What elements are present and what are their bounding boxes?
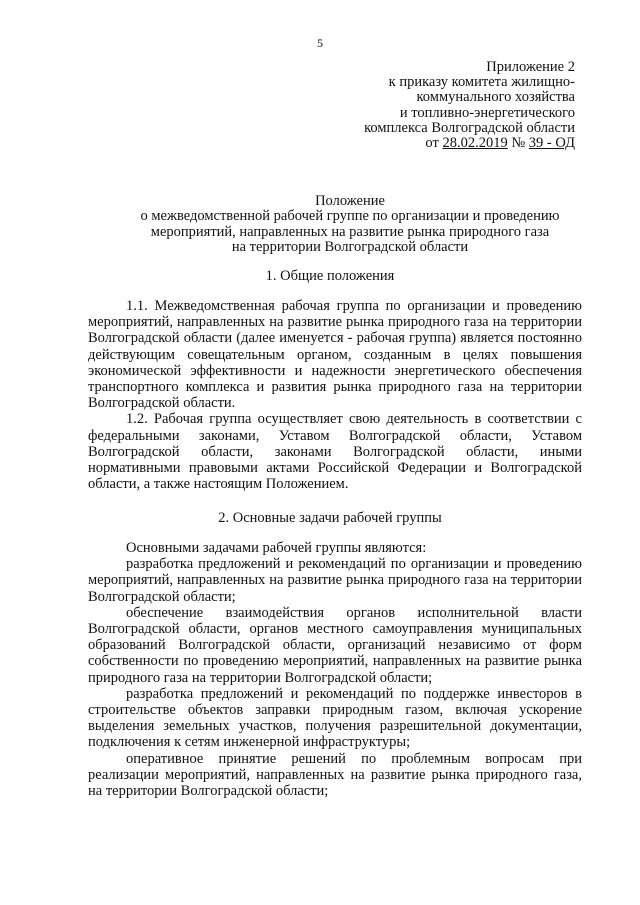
paragraph: 1.2. Рабочая группа осуществляет свою деятельность в соответствии с федеральными законами, Уставом Волгоградской области, Уставом Волгоградской области, законами Волгоградской области, иными нормативными правовыми актами Российской Федерации и Волгоградской области, а также настоящим Положением. bbox=[88, 411, 582, 493]
appendix-line: комплекса Волгоградской области bbox=[364, 119, 575, 136]
section-2-intro: Основными задачами рабочей группы являются: bbox=[126, 540, 427, 556]
page-number: 5 bbox=[317, 36, 323, 50]
title-line: на территории Волгоградской области bbox=[231, 239, 469, 256]
appendix-line: коммунального хозяйства bbox=[416, 89, 575, 106]
appendix-block bbox=[275, 60, 575, 151]
order-date-line bbox=[275, 136, 575, 151]
section-1-body bbox=[88, 298, 582, 492]
appendix-title: Приложение 2 bbox=[486, 59, 575, 75]
appendix-line: и топливно-энергетического bbox=[399, 104, 575, 121]
order-date: 28.02.2019 bbox=[442, 135, 508, 152]
section-2-heading: 2. Основные задачи рабочей группы bbox=[218, 510, 442, 526]
order-number: 39 - ОД bbox=[528, 135, 575, 152]
title-line: о межведомственной рабочей группе по организации и проведению bbox=[140, 208, 560, 225]
paragraph: 1.1. Межведомственная рабочая группа по организации и проведению мероприятий, направленных на развитие рынка природного газа на территории Волгоградской области (далее именуется - рабочая группа) является постоянно действующим совещательным органом, созданным в целях повышения экономической эффективности и надежности энергетического обеспечения транспортного комплекса и развития рынка природного газа на территории Волгоградской области. bbox=[88, 298, 582, 412]
section-2-body bbox=[88, 540, 582, 799]
document-title bbox=[110, 194, 590, 256]
section-1-heading: 1. Общие положения bbox=[265, 268, 395, 284]
appendix-line: к приказу комитета жилищно- bbox=[388, 74, 575, 91]
task-item: обеспечение взаимодействия органов исполнительной власти Волгоградской области, органов местного самоуправления муниципальных образований Волгоградской области, организаций независимо от форм собственности по проведению мероприятий, направленных на развитие рынка природного газа на территории Волгоградской области; bbox=[88, 604, 582, 686]
task-item: разработка предложений и рекомендаций по поддержке инвесторов в строительстве объектов заправки природным газом, включая ускорение выделения земельных участков, получения разрешительной документации, подключения к сетям инженерной инфраструктуры; bbox=[88, 685, 582, 751]
task-item: разработка предложений и рекомендаций по организации и проведению мероприятий, направленных на развитие рынка природного газа на территории Волгоградской области; bbox=[88, 556, 582, 605]
task-item: оперативное принятие решений по проблемным вопросам при реализации мероприятий, направленных на развитие рынка природного газа, на территории Волгоградской области; bbox=[88, 750, 582, 800]
title-line: Положение bbox=[315, 193, 385, 209]
date-prefix: от bbox=[425, 135, 439, 152]
title-line: мероприятий, направленных на развитие рынка природного газа bbox=[150, 223, 550, 240]
number-sign: № bbox=[511, 135, 526, 152]
